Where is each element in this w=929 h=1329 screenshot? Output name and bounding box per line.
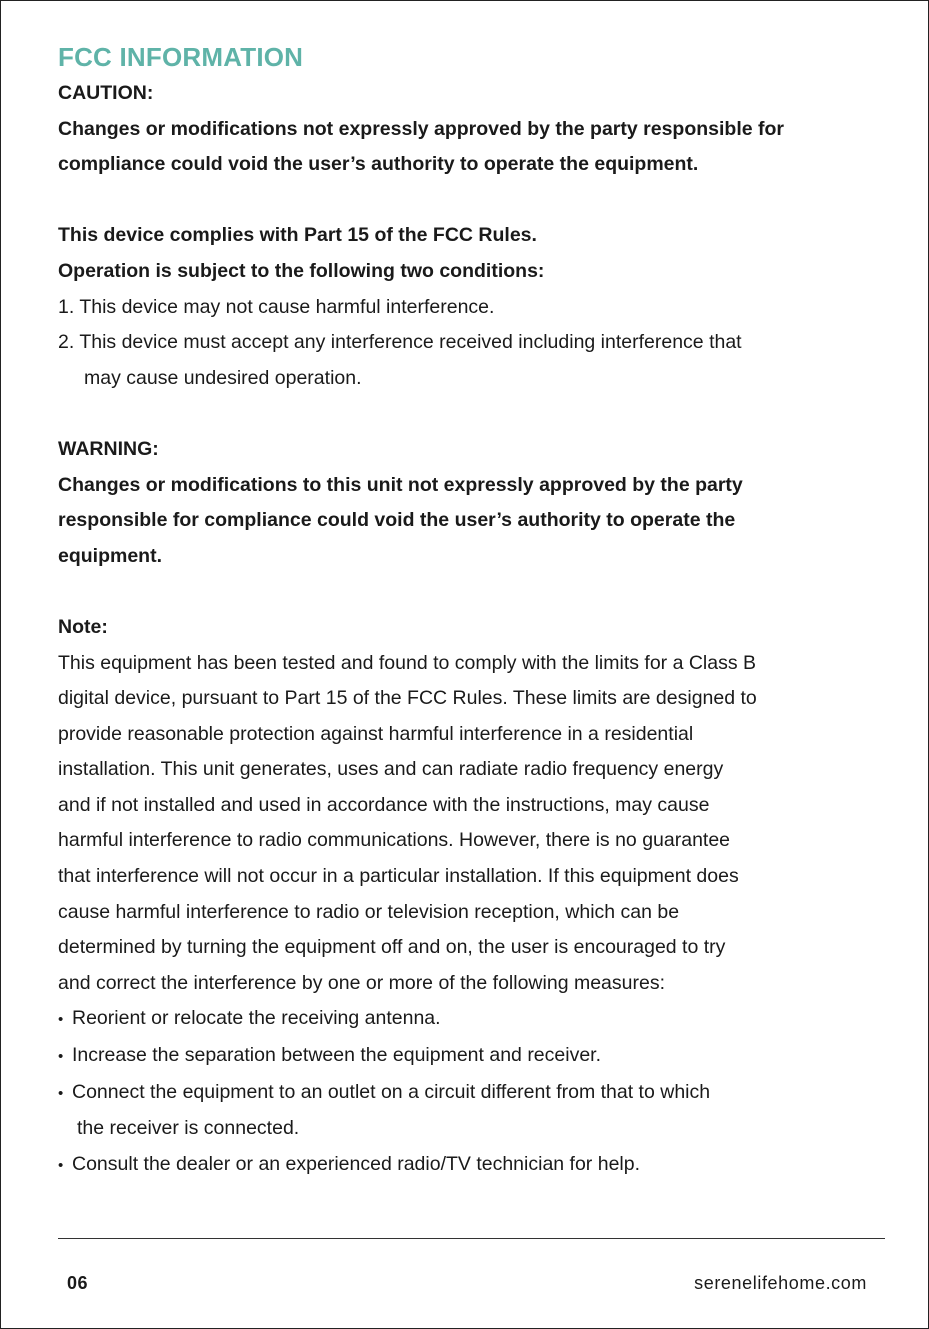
warning-text-line: Changes or modifications to this unit not expressly approved by the party (58, 473, 743, 496)
condition-item: 2. This device must accept any interference received including interference that (58, 331, 742, 354)
note-text-line: cause harmful interference to radio or television reception, which can be (58, 900, 680, 923)
page-content (58, 39, 878, 1183)
website-url: serenelifehome.com (694, 1273, 867, 1293)
page-number: 06 (67, 1273, 89, 1293)
measure-text: Reorient or relocate the receiving antenna. (72, 1007, 441, 1030)
note-text-line: digital device, pursuant to Part 15 of the FCC Rules. These limits are designed to (58, 687, 757, 710)
note-text-line: that interference will not occur in a particular installation. If this equipment does (58, 865, 739, 888)
condition-item: 1. This device may not cause harmful interference. (58, 295, 495, 318)
warning-text-line: responsible for compliance could void the user’s authority to operate the (58, 509, 736, 532)
measure-text: Connect the equipment to an outlet on a circuit different from that to which (72, 1080, 711, 1103)
footer-divider (58, 1238, 885, 1239)
spacer (58, 574, 878, 610)
note-text-line: determined by turning the equipment off and on, the user is encouraged to try (58, 936, 726, 959)
note-text-line: This equipment has been tested and found to comply with the limits for a Class B (58, 651, 757, 674)
measure-text: Consult the dealer or an experienced radio/TV technician for help. (72, 1152, 641, 1175)
note-text-line: installation. This unit generates, uses and can radiate radio frequency energy (58, 758, 724, 781)
page-title: FCC INFORMATION (58, 42, 304, 72)
caution-text-line: compliance could void the user’s authority to operate the equipment. (58, 153, 699, 176)
note-heading: Note: (58, 615, 108, 638)
condition-item-continued: may cause undesired operation. (84, 366, 362, 389)
bullet-icon (58, 1044, 72, 1066)
note-text-line: provide reasonable protection against harmful interference in a residential (58, 722, 694, 745)
note-text-line: and if not installed and used in accordance with the instructions, may cause (58, 793, 710, 816)
warning-heading: WARNING: (58, 437, 159, 460)
warning-text-line: equipment. (58, 544, 163, 567)
compliance-statement: This device complies with Part 15 of the FCC Rules. (58, 224, 537, 247)
note-text-line: and correct the interference by one or more of the following measures: (58, 971, 665, 994)
measure-text-continued: the receiver is connected. (77, 1117, 300, 1140)
bullet-icon (58, 1081, 72, 1103)
measure-bullet-item (58, 1147, 878, 1184)
measure-bullet-item (58, 1038, 878, 1075)
measure-text: Increase the separation between the equipment and receiver. (72, 1044, 602, 1067)
note-text-line: harmful interference to radio communications. However, there is no guarantee (58, 829, 731, 852)
caution-heading: CAUTION: (58, 82, 154, 104)
spacer (58, 396, 878, 432)
bullet-icon (58, 1153, 72, 1175)
conditions-heading: Operation is subject to the following two conditions: (58, 259, 545, 282)
bullet-icon (58, 1007, 72, 1029)
measure-bullet-item (58, 1075, 878, 1112)
spacer (58, 183, 878, 219)
measure-bullet-item (58, 1001, 878, 1038)
caution-text-line: Changes or modifications not expressly approved by the party responsible for (58, 117, 784, 140)
